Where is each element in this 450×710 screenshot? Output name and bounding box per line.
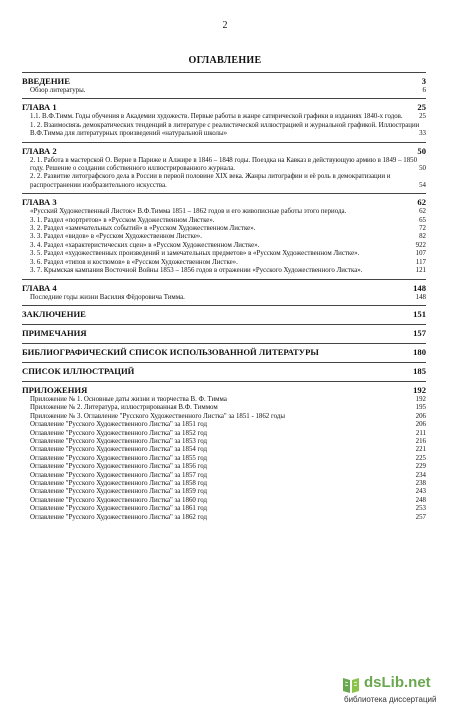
- toc-entry-page: 257: [415, 513, 426, 521]
- toc-section-title: ЗАКЛЮЧЕНИЕ: [22, 308, 86, 319]
- toc-section: [22, 72, 426, 95]
- toc-entry: [22, 225, 426, 233]
- toc-section-heading: [22, 309, 426, 320]
- toc-entry-text: Оглавление "Русского Художественного Листка" за 1854 год: [30, 446, 207, 454]
- toc-entry-page: 211: [415, 429, 426, 437]
- toc-section-title: ПРИЛОЖЕНИЯ: [22, 384, 88, 395]
- page-number: 2: [222, 20, 228, 31]
- toc-entry: [22, 480, 426, 488]
- toc-section-page: 25: [417, 102, 426, 113]
- toc-section-page: 62: [417, 197, 426, 208]
- toc-entry-page: 148: [415, 293, 426, 301]
- toc-entry: [22, 173, 426, 190]
- toc-section-title: ПРИМЕЧАНИЯ: [22, 327, 87, 338]
- toc-entry-text: Приложение № 1. Основные даты жизни и творчества В. Ф. Тимма: [30, 395, 227, 403]
- toc-section-heading: [22, 146, 426, 157]
- toc-section-title: ВВЕДЕНИЕ: [22, 76, 70, 86]
- toc-entry: [22, 250, 426, 258]
- toc-section-title: БИБЛИОГРАФИЧЕСКИЙ СПИСОК ИСПОЛЬЗОВАННОЙ ЛИТЕРАТУРЫ: [22, 346, 319, 357]
- watermark-site-name: dsLib.net: [364, 674, 431, 691]
- toc-entry-page: 192: [415, 395, 426, 403]
- toc-section: [22, 324, 426, 339]
- toc-entry-text: Приложение № 3. Оглавление "Русского Художественного Листка" за 1851 - 1862 годы: [30, 412, 286, 420]
- toc-entry-page: 65: [419, 216, 426, 224]
- toc-entry-text: 3. 6. Раздел «типов и костюмов» в «Русском Художественном Листке».: [30, 258, 238, 266]
- toc-section-heading: [22, 347, 426, 358]
- toc-entry-text: 1. 2. Взаимосвязь демократических тенденций в литературе с реалистической иллюстрацией и журнальной графикой. Иллюстрации В.Ф.Тимма для литературных произведений «натуральной школы»: [30, 121, 420, 138]
- toc-section-heading: [22, 197, 426, 208]
- toc-section-page: 151: [413, 308, 426, 319]
- toc-entry-page: 33: [419, 130, 426, 138]
- toc-entry: [22, 157, 426, 174]
- toc-section-heading: [22, 366, 426, 377]
- toc-entry-text: Оглавление "Русского Художественного Листка" за 1855 год: [30, 454, 207, 462]
- watermark-subtitle: библиотека диссертаций: [344, 695, 437, 704]
- toc-entry-page: 243: [415, 488, 426, 496]
- toc-section-heading: [22, 283, 426, 294]
- toc-section-page: 3: [421, 76, 426, 86]
- toc-section: [22, 381, 426, 522]
- toc-entry-text: 3. 1. Раздел «портретов» в «Русском Художественном Листке».: [30, 216, 215, 224]
- toc-section-page: 157: [413, 327, 426, 338]
- toc-entry: [22, 438, 426, 446]
- toc-entry-text: Оглавление "Русского Художественного Листка" за 1859 год: [30, 488, 207, 496]
- toc-entry-page: 25: [419, 113, 426, 121]
- toc-entry-page: 6: [422, 87, 426, 94]
- toc-entry: [22, 259, 426, 267]
- toc-section-page: 50: [417, 145, 426, 156]
- toc-entry-text: Оглавление "Русского Художественного Листка" за 1856 год: [30, 463, 207, 471]
- toc-entry-text: Оглавление "Русского Художественного Листка" за 1851 год: [30, 421, 207, 429]
- toc-entry: [22, 514, 426, 522]
- toc-section-heading: [22, 76, 426, 87]
- toc-section: [22, 362, 426, 377]
- toc-entry-text: Оглавление "Русского Художественного Листка" за 1862 год: [30, 513, 207, 521]
- toc-title: ОГЛАВЛЕНИЕ: [188, 55, 262, 66]
- toc-entry-page: 221: [415, 446, 426, 454]
- toc-entry: [22, 122, 426, 139]
- toc-entry-text: 2. 2. Развитие литографского дела в России в первой половине XIX века. Жанры литографии и её роль в демократизации и распространении изобразительного искусства.: [30, 173, 391, 189]
- toc-section: [22, 98, 426, 138]
- toc-section: [22, 279, 426, 302]
- table-of-contents: [22, 72, 426, 525]
- toc-entry-page: 234: [415, 471, 426, 479]
- toc-section: [22, 343, 426, 358]
- toc-entry-text: 1.1. В.Ф.Тимм. Годы обучения в Академии художеств. Первые работы в жанре сатирической графики в изданиях 1840-х годов.: [30, 113, 403, 121]
- toc-entry: [22, 233, 426, 241]
- toc-entry-page: 206: [415, 412, 426, 420]
- toc-entry-page: 229: [415, 463, 426, 471]
- toc-entry-page: 238: [415, 479, 426, 487]
- toc-entry-text: 3. 2. Раздел «замечательных событий» в «Русском Художественном Листке».: [30, 225, 256, 233]
- toc-entry-text: Оглавление "Русского Художественного Листка" за 1861 год: [30, 505, 207, 513]
- toc-entry-page: 922: [415, 241, 426, 249]
- toc-entry: [22, 396, 426, 404]
- toc-entry-page: 225: [415, 454, 426, 462]
- toc-entry-page: 253: [415, 505, 426, 513]
- toc-entry-page: 216: [415, 437, 426, 445]
- toc-entry-text: 2. 1. Работа в мастерской О. Верне в Париже и Алжире в 1846 – 1848 годы. Поездка на Кавказ в действующую армию в 1849 – 1850 году. Решение о создании собственного иллюстрированного журнала.: [30, 156, 418, 173]
- toc-entry: [22, 430, 426, 438]
- toc-section-page: 180: [413, 346, 426, 357]
- toc-entry: [22, 505, 426, 513]
- toc-entry-text: Оглавление "Русского Художественного Листка" за 1857 год: [30, 471, 207, 479]
- toc-entry: [22, 217, 426, 225]
- toc-entry: [22, 294, 426, 302]
- toc-section: [22, 142, 426, 191]
- toc-entry-page: 54: [419, 181, 426, 189]
- toc-entry-text: Оглавление "Русского Художественного Листка" за 1852 год: [30, 429, 207, 437]
- toc-entry-text: Последние годы жизни Василия Фёдоровича Тимма.: [30, 293, 185, 301]
- toc-entry-text: Оглавление "Русского Художественного Листка" за 1858 год: [30, 479, 207, 487]
- toc-section-title: ГЛАВА 3: [22, 197, 57, 208]
- toc-entry-text: Оглавление "Русского Художественного Листка" за 1860 год: [30, 496, 207, 504]
- toc-entry: [22, 421, 426, 429]
- toc-section-page: 148: [413, 282, 426, 293]
- toc-section-title: ГЛАВА 4: [22, 282, 57, 293]
- toc-entry: [22, 446, 426, 454]
- toc-entry: [22, 463, 426, 471]
- toc-section: [22, 193, 426, 275]
- toc-entry: [22, 488, 426, 496]
- toc-entry-page: 121: [415, 267, 426, 275]
- toc-entry-page: 62: [419, 208, 426, 216]
- toc-entry: [22, 497, 426, 505]
- toc-entry-page: 82: [419, 233, 426, 241]
- toc-entry: [22, 472, 426, 480]
- toc-section-page: 185: [413, 365, 426, 376]
- toc-entry-text: Оглавление "Русского Художественного Листка" за 1853 год: [30, 437, 207, 445]
- toc-section: [22, 305, 426, 320]
- toc-entry-text: 3. 5. Раздел «художественных произведений и замечательных предметов» в «Русском Художественном Листке».: [30, 250, 360, 258]
- toc-entry-page: 248: [415, 496, 426, 504]
- toc-entry: [22, 404, 426, 412]
- toc-section-heading: [22, 102, 426, 113]
- toc-entry: [22, 455, 426, 463]
- toc-entry-text: Обзор литературы.: [30, 87, 86, 94]
- book-logo-icon: [340, 674, 362, 696]
- toc-entry-page: 117: [415, 258, 426, 266]
- toc-entry: [22, 87, 426, 95]
- toc-entry-text: 3. 4. Раздел «характеристических сцен» в «Русском Художественном Листке».: [30, 241, 260, 249]
- toc-entry: [22, 113, 426, 121]
- toc-entry-text: 3. 3. Раздел «видов» в «Русском Художественном Листке».: [30, 233, 202, 241]
- toc-entry: [22, 208, 426, 216]
- toc-entry-page: 72: [419, 225, 426, 233]
- toc-entry-page: 50: [419, 165, 426, 173]
- toc-entry-text: «Русский Художественный Листок» В.Ф.Тимма 1851 – 1862 годов и его живописные работы этого периода.: [30, 208, 347, 216]
- toc-section-page: 192: [413, 384, 426, 395]
- toc-section-heading: [22, 385, 426, 396]
- toc-section-heading: [22, 328, 426, 339]
- toc-entry: [22, 267, 426, 275]
- toc-entry-text: Приложение № 2. Литература, иллюстрированная В.Ф. Тиммом: [30, 404, 218, 412]
- toc-entry-page: 195: [415, 404, 426, 412]
- toc-entry-text: 3. 7. Крымская кампания Восточной Войны 1853 – 1856 годов в отражении «Русского Художественного Листка».: [30, 267, 363, 275]
- toc-section-title: ГЛАВА 1: [22, 102, 57, 113]
- toc-entry: [22, 413, 426, 421]
- dslib-watermark: [340, 672, 450, 710]
- toc-entry-page: 206: [415, 421, 426, 429]
- toc-section-title: ГЛАВА 2: [22, 145, 57, 156]
- toc-entry-page: 107: [415, 250, 426, 258]
- toc-section-title: СПИСОК ИЛЛЮСТРАЦИЙ: [22, 365, 135, 376]
- toc-entry: [22, 242, 426, 250]
